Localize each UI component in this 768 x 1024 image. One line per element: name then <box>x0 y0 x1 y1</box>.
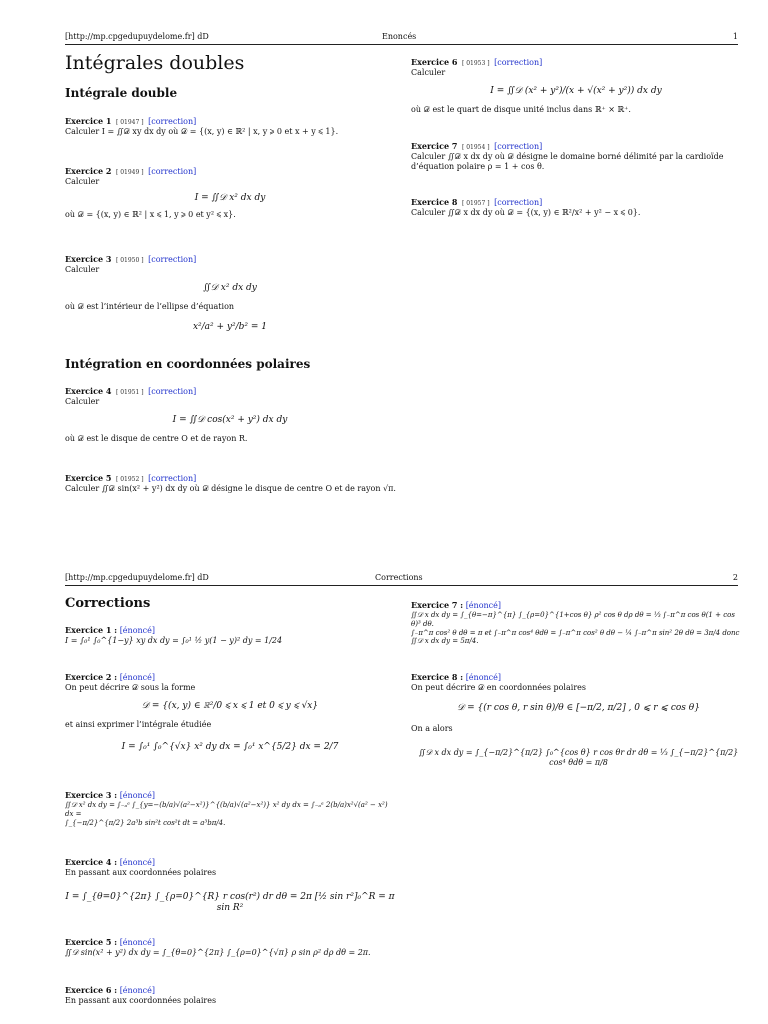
correction-text: ∬𝒟 x dx dy = 5π/4. <box>411 637 479 646</box>
exercise-label: Exercice 5 <box>65 473 112 483</box>
correction-1 <box>65 625 395 646</box>
statement-link[interactable]: [énoncé] <box>119 673 155 682</box>
page-header <box>65 32 738 45</box>
correction-2 <box>65 672 395 766</box>
exercise-text: où 𝒟 est le quart de disque unité inclus dans ℝ⁺ × ℝ⁺. <box>411 105 631 115</box>
correction-link[interactable]: [correction] <box>494 198 543 207</box>
correction-7 <box>411 600 746 646</box>
formula: 𝒟 = {(x, y) ∈ ℝ²/0 ⩽ x ⩽ 1 et 0 ⩽ y ⩽ √x} <box>141 701 319 711</box>
exercise-id: [ 01952 ] <box>115 476 144 483</box>
correction-text: ∫_{−π/2}^{π/2} 2a³b sin²t cos²t dt = a³bπ/4. <box>65 818 226 827</box>
correction-text: En passant aux coordonnées polaires <box>65 868 217 877</box>
formula: ∬𝒟 x dx dy = ∫_{−π/2}^{π/2} ∫₀^{cos θ} r cos θr dr dθ = ⅓ ∫_{−π/2}^{π/2} cos⁴ θdθ = π/8 <box>418 748 739 768</box>
exercise-text: Calculer <box>65 397 100 406</box>
exercise-text: où 𝒟 est le disque de centre O et de rayon R. <box>65 434 248 444</box>
correction-text: et ainsi exprimer l’intégrale étudiée <box>65 720 212 730</box>
exercise-4 <box>65 386 395 444</box>
exercise-text: Calculer <box>65 177 100 186</box>
correction-label: Exercice 5 : <box>65 937 118 947</box>
formula: ∬𝒟 x² dx dy <box>203 283 257 293</box>
page-number: 2 <box>732 573 738 582</box>
correction-text: I = ∫₀¹ ∫₀^{1−y} xy dx dy = ∫₀¹ ½ y(1 − y)² dy = 1/24 <box>65 636 283 645</box>
correction-label: Exercice 7 : <box>411 600 464 610</box>
exercise-label: Exercice 1 <box>65 116 112 126</box>
exercise-text: Calculer ∬𝒟 sin(x² + y²) dx dy où 𝒟 désigne le disque de centre O et de rayon √π. <box>65 484 396 493</box>
statement-link[interactable]: [énoncé] <box>119 626 155 635</box>
exercise-5 <box>65 473 405 494</box>
correction-label: Exercice 8 : <box>411 672 464 682</box>
correction-3 <box>65 790 395 827</box>
correction-6 <box>65 985 395 1006</box>
exercise-1 <box>65 116 395 137</box>
corrections-title: Corrections <box>65 596 151 611</box>
correction-label: Exercice 1 : <box>65 625 118 635</box>
header-source[interactable]: [http://mp.cpgedupuydelome.fr] dD <box>65 573 209 582</box>
statement-link[interactable]: [énoncé] <box>119 858 155 867</box>
header-source[interactable]: [http://mp.cpgedupuydelome.fr] dD <box>65 32 209 41</box>
formula: I = ∫_{θ=0}^{2π} ∫_{ρ=0}^{R} r cos(r²) dr dθ = 2π [½ sin r²]₀^R = π sin R² <box>65 892 395 914</box>
statement-link[interactable]: [énoncé] <box>119 986 155 995</box>
page-2 <box>0 560 768 1024</box>
exercise-8 <box>411 197 741 218</box>
exercise-text: Calculer <box>411 68 446 77</box>
correction-text: On peut décrire 𝒟 en coordonnées polaires <box>411 683 586 692</box>
correction-link[interactable]: [correction] <box>148 117 197 126</box>
exercise-2 <box>65 166 395 220</box>
document-title: Intégrales doubles <box>65 52 245 74</box>
exercise-text: où 𝒟 = {(x, y) ∈ ℝ² | x ⩽ 1, y ⩾ 0 et y² ⩽ x}. <box>65 210 236 220</box>
formula: x²/a² + y²/b² = 1 <box>192 322 268 333</box>
correction-text: En passant aux coordonnées polaires <box>65 996 217 1005</box>
exercise-text: Calculer ∬𝒟 x dx dy où 𝒟 désigne le domaine borné délimité par la cardioïde d’équation polaire ρ = 1 + cos θ. <box>411 152 724 171</box>
exercise-label: Exercice 4 <box>65 386 112 396</box>
statement-link[interactable]: [énoncé] <box>465 601 501 610</box>
correction-link[interactable]: [correction] <box>148 167 197 176</box>
exercise-id: [ 01950 ] <box>115 257 144 264</box>
correction-label: Exercice 2 : <box>65 672 118 682</box>
exercise-id: [ 01949 ] <box>115 169 144 176</box>
statement-link[interactable]: [énoncé] <box>119 791 155 800</box>
exercise-text: Calculer I = ∬𝒟 xy dx dy où 𝒟 = {(x, y) ∈ ℝ² | x, y ⩾ 0 et x + y ⩽ 1}. <box>65 127 339 136</box>
correction-text: ∫₋π^π cos² θ dθ = π et ∫₋π^π cos⁴ θdθ = ∫₋π^π cos² θ dθ − ¼ ∫₋π^π sin² 2θ dθ = 3π/4 donc <box>411 628 740 637</box>
exercise-id: [ 01957 ] <box>461 200 490 207</box>
exercise-label: Exercice 7 <box>411 141 458 151</box>
exercise-text: Calculer <box>65 265 100 274</box>
correction-label: Exercice 4 : <box>65 857 118 867</box>
correction-link[interactable]: [correction] <box>148 255 197 264</box>
statement-link[interactable]: [énoncé] <box>465 673 501 682</box>
header-title: Enoncés <box>382 32 417 41</box>
exercise-label: Exercice 2 <box>65 166 112 176</box>
exercise-id: [ 01953 ] <box>461 60 490 67</box>
exercise-3 <box>65 254 395 344</box>
correction-label: Exercice 6 : <box>65 985 118 995</box>
exercise-text: où 𝒟 est l’intérieur de l’ellipse d’équation <box>65 302 235 312</box>
correction-link[interactable]: [correction] <box>148 474 197 483</box>
exercise-id: [ 01947 ] <box>115 119 144 126</box>
exercise-label: Exercice 8 <box>411 197 458 207</box>
correction-text: On a alors <box>411 724 453 734</box>
correction-link[interactable]: [correction] <box>494 58 543 67</box>
formula: I = ∫₀¹ ∫₀^{√x} x² dy dx = ∫₀¹ x^{5/2} dx = 2/7 <box>121 742 339 753</box>
formula: 𝒟 = {(r cos θ, r sin θ)/θ ∈ [−π/2, π/2] , 0 ⩽ r ⩽ cos θ} <box>457 703 700 713</box>
formula: I = ∬𝒟 x² dx dy <box>194 193 266 203</box>
section-heading: Intégrale double <box>65 86 178 100</box>
exercise-text: Calculer ∬𝒟 x dx dy où 𝒟 = {(x, y) ∈ ℝ²/x² + y² − x ⩽ 0}. <box>411 208 641 217</box>
correction-text: ∬𝒟 x² dx dy = ∫₋ₐᵃ ∫_{y=−(b/a)√(a²−x²)}^{(b/a)√(a²−x²)} x² dy dx = ∫₋ₐᵃ 2(b/a)x²√(a² − x²) dx = <box>65 801 388 818</box>
header-title: Corrections <box>375 573 423 582</box>
exercise-7 <box>411 141 741 172</box>
correction-text: ∬𝒟 x dx dy = ∫_{θ=−π}^{π} ∫_{ρ=0}^{1+cos θ} ρ² cos θ dρ dθ = ⅓ ∫₋π^π cos θ(1 + cos θ)³ dθ. <box>411 611 735 628</box>
exercise-6 <box>411 57 741 115</box>
exercise-label: Exercice 6 <box>411 57 458 67</box>
correction-8 <box>411 672 746 782</box>
correction-5 <box>65 937 395 958</box>
formula: I = ∬𝒟 (x² + y²)/(x + √(x² + y²)) dx dy <box>490 86 662 96</box>
formula: I = ∬𝒟 cos(x² + y²) dx dy <box>172 415 288 425</box>
correction-link[interactable]: [correction] <box>148 387 197 396</box>
correction-label: Exercice 3 : <box>65 790 118 800</box>
exercise-id: [ 01951 ] <box>115 389 144 396</box>
correction-4 <box>65 857 395 929</box>
exercise-label: Exercice 3 <box>65 254 112 264</box>
statement-link[interactable]: [énoncé] <box>119 938 155 947</box>
correction-text: On peut décrire 𝒟 sous la forme <box>65 683 196 692</box>
correction-text: ∬𝒟 sin(x² + y²) dx dy = ∫_{θ=0}^{2π} ∫_{ρ=0}^{√π} ρ sin ρ² dρ dθ = 2π. <box>65 948 371 957</box>
page-number: 1 <box>732 32 738 41</box>
page-header <box>65 573 738 586</box>
correction-link[interactable]: [correction] <box>494 142 543 151</box>
section-heading: Intégration en coordonnées polaires <box>65 357 311 371</box>
exercise-id: [ 01954 ] <box>461 144 490 151</box>
